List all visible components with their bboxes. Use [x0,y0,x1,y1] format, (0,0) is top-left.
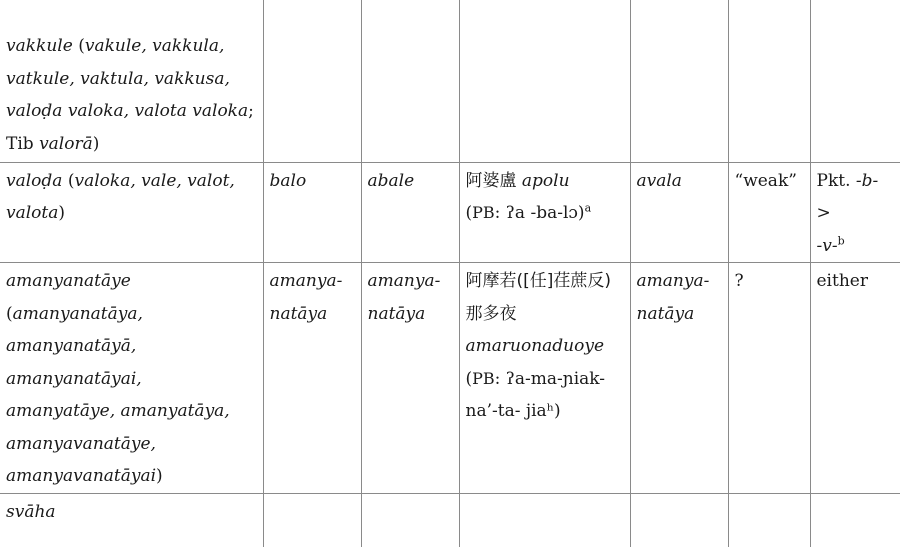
variant: valoka, vale, valot, [74,170,235,191]
footnote-marker: b [837,233,845,247]
text: ) [58,203,66,223]
text: ( [6,303,13,324]
cell-sanskrit [0,263,263,494]
pb-label: PB [472,368,495,388]
pb-label: PB [472,203,495,222]
meaning: “weak” [734,170,797,191]
cell-pali [263,162,361,263]
cell-form [630,162,728,263]
cell-pali [263,263,361,494]
variant: amanyanatāyā, [6,336,137,356]
text: ( [72,36,85,56]
form: amanya-natāya [636,271,710,324]
headword: valoḍa [6,170,63,191]
headword: svāha [6,501,56,522]
variant: amanyavanatāyai [6,466,157,486]
cell-meaning [728,263,810,494]
form: abale [367,170,415,191]
headword: amanyanatāye [6,271,131,291]
cell-empty [810,0,900,162]
text: ) [92,133,100,154]
pinyin: apolu [521,170,570,191]
cell-gandhari [361,263,459,494]
text: > [816,203,831,223]
table-row [0,0,900,162]
cell-note [810,263,900,494]
cell-sanskrit [0,493,263,547]
variant: amanyatāye, amanyatāya, [6,401,230,421]
variant: amanyavanatāye, [6,433,156,454]
variant: vakule, vakkula, [84,36,225,56]
note: either [816,271,868,291]
cell-empty [810,493,900,547]
variant: amanyanatāya, [12,303,143,324]
pinyin: amaruonaduoye [465,336,605,356]
cell-meaning [728,162,810,263]
cell-empty [361,493,459,547]
text: -b- [855,170,879,191]
form: balo [269,170,307,191]
cell-empty [728,0,810,162]
cell-empty [728,493,810,547]
pb-reconstruction: : ʔa -ba-lɔ) [494,203,585,223]
headword: vakkule [6,36,73,56]
form: avala [636,170,682,191]
text: ( [62,170,75,191]
text: -v- [816,235,838,256]
cell-chinese [459,263,630,494]
variant: vatkule, vaktula, vakkusa, [6,68,230,89]
text: ) [156,466,163,486]
variant: valorā [39,133,93,154]
text: ( [465,203,473,223]
form: amanya-natāya [367,271,441,324]
cell-empty [630,493,728,547]
cell-empty [459,493,630,547]
text: ( [465,368,473,389]
cell-form [630,263,728,494]
cell-empty [630,0,728,162]
text: ; Tib [6,101,254,154]
variant: amanyanatāyai, [6,368,142,389]
pb-reconstruction: : ʔa-ma-ɲiak-na’-ta- jiaʰ) [465,368,606,421]
cell-sanskrit [0,162,263,263]
table-row [0,493,900,547]
cell-note [810,162,900,263]
cell-chinese [459,162,630,263]
cell-gandhari [361,162,459,263]
cell-empty [263,493,361,547]
table-row [0,162,900,263]
chinese-transcription: 阿摩若([任]荏蔗反)那多夜 [465,271,612,324]
table-row [0,263,900,494]
variant: valoḍa valoka, valota valoka [6,101,249,121]
chinese-transcription: 阿婆盧 [465,170,517,191]
form: amanya-natāya [269,271,343,324]
variant: valota [6,203,59,223]
meaning: ? [734,271,744,291]
cell-sanskrit [0,0,263,162]
footnote-marker: a [584,201,592,215]
text: Pkt. [816,170,856,191]
cell-empty [459,0,630,162]
cell-empty [263,0,361,162]
cell-empty [361,0,459,162]
